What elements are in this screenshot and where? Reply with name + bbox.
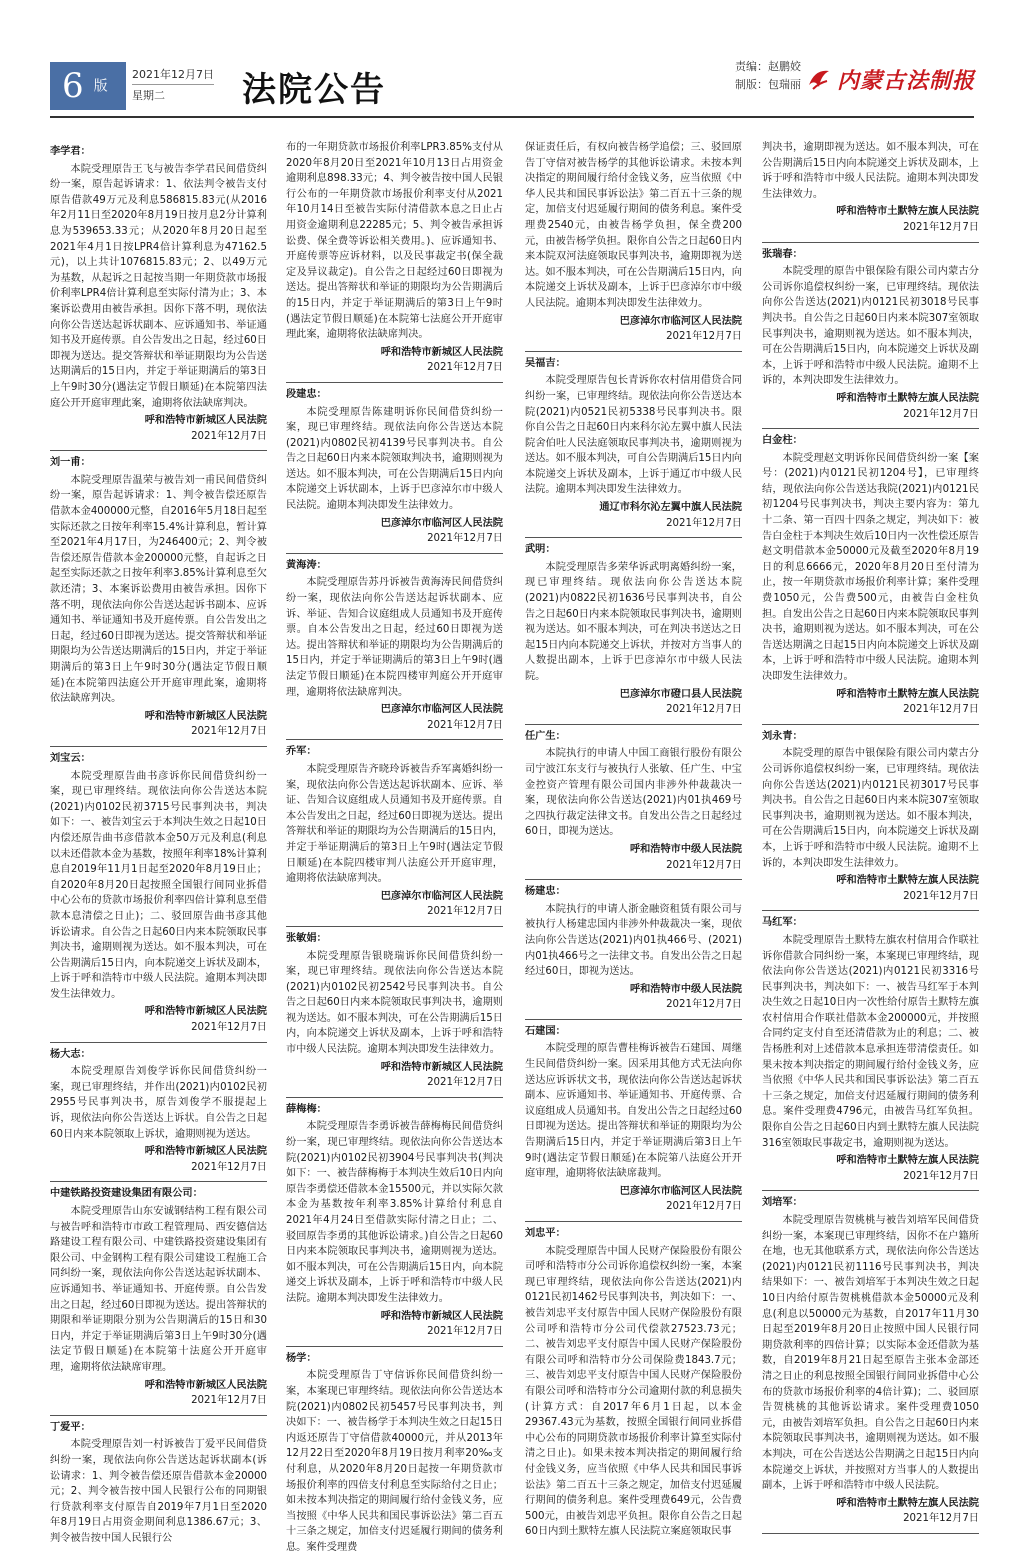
editor-credit: 责编：赵鹏姣 xyxy=(735,60,801,73)
notice-date: 2021年12月7日 xyxy=(903,890,979,902)
notice-court: 呼和浩特市新城区人民法院 xyxy=(144,415,267,427)
court-notice xyxy=(286,387,503,547)
notice-addressee: 刘宝云： xyxy=(50,752,91,764)
notice-court: 呼和浩特市新城区人民法院 xyxy=(144,710,267,722)
notice-body: 本院受理原告齐晓玲诉被告乔军离婚纠纷一案，现依法向你公告送达起诉状副本、应诉、举证、告知合议庭组成人员通知书及开庭传票。自本公告发出之日起，经过60日即视为送达。提出答辩状和举证的期限均为公告期满后的15日内，并定于举证期满后的第3日上午9时(遇法定节假日顺延)在本院四楼审判八法庭公开开庭审理，逾期将依法缺席判决。 xyxy=(286,763,503,885)
column-3 xyxy=(525,140,742,1538)
notice-body: 本院受理原告刘俊学诉你民间借贷纠纷一案，现已审理终结，并作出(2021)内0102民初2955号民事判决书，原告刘俊学不服提起上诉，现依法向你公告送达上诉状。自公告之日起60日内来本院领取上诉状，逾期则视为送达。 xyxy=(50,1066,267,1140)
court-notice xyxy=(525,1226,742,1540)
notice-court: 巴彦淖尔市临河区人民法院 xyxy=(619,1185,742,1197)
notice-body: 本院受理原告李勇诉被告薛梅梅民间借贷纠纷一案，现已审理终结。现依法向你公告送达本院(2021)内0102民初3904号民事判决书(判决如下：一、被告薛梅梅于本判决生效后10日内向原告李勇偿还借款本金15500元，并以实际欠款本金为基数按年利率3.85%计算给付利息自2021年4月24日至借款实际付清之日止；二、驳回原告李勇的其他诉讼请求。)自公告之日起60日内来本院领取民事判决书，逾期则视为送达。如不服本判决，可在公告期满后15日内，向本院递交上诉状及副本，上诉于呼和浩特市中级人民法院。逾期本判决即发生法律效力。 xyxy=(286,1121,503,1304)
court-notice xyxy=(762,915,979,1184)
notice-divider xyxy=(50,1415,267,1416)
notice-divider xyxy=(762,724,979,725)
notice-body: 本院受理的原告曹桂梅诉被告石建国、周继生民间借贷纠纷一案。因采用其他方式无法向你送达应诉诉状文书，现依法向你公告送达起诉状副本、应诉通知书、举证通知书、开庭传票、合议庭组成人员通知书。自发出公告之日起经过60日即视为送达。提出答辩状和举证的期限均为公告期满后15日内，并定于举证期满后第3日上午9时(遇法定节假日顺延)在本院第八法庭公开开庭审理，逾期将依法缺席裁判。 xyxy=(525,1043,742,1180)
notice-addressee: 石建国： xyxy=(525,1025,566,1037)
notice-addressee: 刘忠平： xyxy=(525,1228,566,1239)
notices-area xyxy=(50,140,979,1553)
notice-divider xyxy=(525,879,742,880)
notice-date: 2021年12月7日 xyxy=(666,331,742,343)
notice-court: 呼和浩特市新城区人民法院 xyxy=(380,1310,503,1322)
notice-date: 2021年12月7日 xyxy=(666,859,742,871)
notice-court: 呼和浩特市新城区人民法院 xyxy=(144,1006,267,1018)
court-notice xyxy=(762,433,979,718)
notice-addressee: 中建铁路投资建设集团有限公司： xyxy=(50,1188,203,1200)
notice-divider xyxy=(50,450,267,451)
court-notice xyxy=(762,1195,979,1526)
court-notice xyxy=(525,1024,742,1215)
notice-court: 巴彦淖尔市磴口县人民法院 xyxy=(619,688,742,700)
producer-credit: 制版：包瑞丽 xyxy=(735,78,801,91)
notice-court: 呼和浩特市新城区人民法院 xyxy=(144,1146,267,1158)
court-notice xyxy=(50,751,267,1036)
notice-court: 呼和浩特市中级人民法院 xyxy=(629,983,742,995)
court-notice xyxy=(525,884,742,1013)
court-notice xyxy=(525,356,742,532)
issue-date-box xyxy=(132,66,214,105)
notice-addressee: 丁爱平： xyxy=(50,1421,91,1433)
paper-name: 内蒙古法制报 xyxy=(837,67,976,94)
notice-addressee: 张瑞春： xyxy=(762,248,803,260)
notice-divider xyxy=(525,1221,742,1222)
notice-date: 2021年12月7日 xyxy=(903,221,979,233)
notice-body: 本院受理原告银晓瑞诉你民间借贷纠纷一案，现已审理终结。现依法向你公告送达本院(2021)内0102民初2542号民事判决书。自公告之日起60日内来本院领取民事判决书，逾期则视为送达。如不服本判决，可在公告期满后15日内，向本院递交上诉状及副本，上诉于呼和浩特市中级人民法院。逾期本判决即发生法律效力。 xyxy=(286,950,503,1056)
notice-court: 呼和浩特市土默特左旗人民法院 xyxy=(836,206,979,218)
notice-addressee: 李学君： xyxy=(50,146,91,157)
notice-divider xyxy=(286,926,503,927)
notice-addressee: 刘培军： xyxy=(762,1197,803,1209)
notice-addressee: 段建忠： xyxy=(286,388,327,400)
court-notice xyxy=(50,455,267,740)
notice-addressee: 杨大志： xyxy=(50,1048,91,1060)
masthead xyxy=(0,0,1024,122)
notice-body: 本院受理原告包长青诉你农村信用借贷合同纠纷一案，已审理终结。现依法向你公告送达本院(2021)内0521民初5338号民事判决书。限你自公告之日起60日内来科尔沁左翼中旗人民法院舍伯吐人民法庭领取民事判决书，逾期则视为送达。如不服本判决，可自公告期满后15日内向本院递交上诉状及副本，上诉于通辽市中级人民法院。逾期本判决即发生法律效力。 xyxy=(525,375,742,496)
court-notice xyxy=(286,1102,503,1340)
notice-date: 2021年12月7日 xyxy=(191,1161,267,1173)
court-notice xyxy=(525,140,742,345)
notice-divider xyxy=(762,1533,979,1534)
notice-body: 本院受理原告多荣华诉武明离婚纠纷一案，现已审理终结。现依法向你公告送达本院(2021)内0822民初1636号民事判决书，自公告之日起60日内来本院领取民事判决书，逾期则视为送达。如不服本判决，可在判决书送达之日起15日内向本院递交上诉状，并按对方当事人的人数提出副本，上诉于巴彦淖尔市中级人民法院。 xyxy=(525,561,742,682)
notice-date: 2021年12月7日 xyxy=(903,704,979,716)
notice-date: 2021年12月7日 xyxy=(427,362,503,374)
notice-divider xyxy=(286,1097,503,1098)
issue-weekday: 星期二 xyxy=(132,84,214,105)
court-notice xyxy=(286,931,503,1091)
notice-addressee: 杨建忠： xyxy=(525,886,566,898)
notice-date: 2021年12月7日 xyxy=(666,1201,742,1213)
notice-addressee: 白金柱： xyxy=(762,435,803,447)
notice-addressee: 吴福吉： xyxy=(525,357,566,369)
newspaper-logo xyxy=(805,60,980,98)
notice-date: 2021年12月7日 xyxy=(903,1513,979,1525)
notice-date: 2021年12月7日 xyxy=(666,999,742,1011)
notice-court: 呼和浩特市土默特左旗人民法院 xyxy=(836,1497,979,1509)
notice-body: 本院受理的原告中银保险有限公司内蒙古分公司诉你追偿权纠纷一案，已审理终结。现依法向你公告送达(2021)内0121民初3018号民事判决书。自公告之日起60日内来本院307室领取民事判决书，逾期则视为送达。如不服本判决，可在公告期满后15日内，向本院递交上诉状及副本，上诉于呼和浩特市中级人民法院。逾期不上诉的，本判决即发生法律效力。 xyxy=(762,266,979,387)
notice-divider xyxy=(525,1019,742,1020)
court-notice xyxy=(50,144,267,444)
court-notice xyxy=(525,729,742,873)
notice-body: 本院受理原告刘一村诉被告丁爱平民间借贷纠纷一案，现依法向你公告送达起诉状副本(诉讼请求：1、判令被告偿还原告借款本金20000元；2、判令被告按中国人民银行公布的同期银行贷款利率支付原告自2019年7月1日至2020年8月19日占用资金期间利息1386.67元；3、判令被告按中国人民银行公 xyxy=(50,1439,267,1544)
notice-divider xyxy=(50,1181,267,1182)
logo-emblem-icon xyxy=(805,65,833,93)
notice-date: 2021年12月7日 xyxy=(427,1326,503,1338)
notice-body: 本院受理原告丁守信诉你民间借贷纠纷一案，本案现已审理终结。现依法向你公告送达本院(2021)内0802民初5457号民事判决书，判决如下：一、被告杨学于本判决生效之日起15日内返还原告丁守信借款40000元，并从2013年12月22日至2020年8月19日按月利率20‰支付利息，从2020年8月20日起按一年期贷款市场报价利率的四倍支付利息至实际给付之日止；如未按本判决指定的期间履行给付金钱义务，应当按照《中华人民共和国民事诉讼法》第二百五十三条之规定，加倍支付迟延履行期间的债务利息。案件受理费 xyxy=(286,1370,503,1553)
notice-date: 2021年12月7日 xyxy=(427,1077,503,1089)
notice-addressee: 薛梅梅： xyxy=(286,1103,327,1115)
court-notice xyxy=(762,729,979,905)
header-rule xyxy=(50,116,974,118)
notice-body: 本院受理的原告中银保险有限公司内蒙古分公司诉你追偿权纠纷一案，已审理终结。现依法向你公告送达(2021)内0121民初3017号民事判决书。自公告之日起60日内来本院307室领取民事判决书，逾期则视为送达。如不服本判决，可在公告期满后15日内，向本院递交上诉状及副本，上诉于呼和浩特市中级人民法院。逾期不上诉的，本判决即发生法律效力。 xyxy=(762,748,979,869)
notice-court: 呼和浩特市土默特左旗人民法院 xyxy=(836,688,979,700)
court-notice xyxy=(50,1047,267,1176)
notice-addressee: 任广生： xyxy=(525,730,566,742)
issue-date: 2021年12月7日 xyxy=(132,68,214,81)
court-notice xyxy=(762,140,979,236)
notice-court: 呼和浩特市新城区人民法院 xyxy=(380,1061,503,1073)
notice-date: 2021年12月7日 xyxy=(666,517,742,529)
notice-date: 2021年12月7日 xyxy=(191,1395,267,1407)
notice-addressee: 杨学： xyxy=(286,1352,317,1364)
court-notice xyxy=(286,140,503,376)
notice-court: 呼和浩特市土默特左旗人民法院 xyxy=(836,392,979,404)
notice-body: 布的一年期贷款市场报价利率LPR3.85%支付从2020年8月20日至2021年10月13日占用资金逾期利息898.33元；4、判令被告按中国人民银行公布的一年期贷款市场报价利率支付从2021年10月14日至被告实际付清借款本息之日止占用资金逾期利息22285元；5、判令被告承担诉讼费、保全费等诉讼相关费用。)、应诉通知书、开庭传票等应诉材料，以及民事裁定书(保全裁定及异议裁定)。自公告之日起经过60日即视为送达。提出答辩状和举证的期限均为公告期满后的15日内，并定于举证期满后的第3日上午9时(遇法定节假日顺延)在本院第七法庭公开开庭审理此案，逾期将依法缺席判决。 xyxy=(286,142,503,341)
notice-body: 判决书，逾期即视为送达。如不服本判决，可在公告期满后15日内向本院递交上诉状及副本，上诉于呼和浩特市中级人民法院。逾期本判决即发生法律效力。 xyxy=(762,142,979,200)
notice-divider xyxy=(286,553,503,554)
notice-body: 本院受理原告苏丹诉被告黄海涛民间借贷纠纷一案，现依法向你公告送达起诉状副本、应诉、举证、告知合议庭组成人员通知书及开庭传票。自本公告发出之日起，经过60日即视为送达。提出答辩状和举证的期限均为公告期满后的15日内，并定于举证期满后的第3日上午9时(遇法定节假日顺延)在本院四楼审判庭公开开庭审理，逾期将依法缺席判决。 xyxy=(286,577,503,698)
notice-body: 本院受理原告中国人民财产保险股份有限公司呼和浩特市分公司诉你追偿权纠纷一案，本案现已审理终结，现依法向你公告送达(2021)内0121民初1462号民事判决书，判决如下：一、被告刘忠平支付原告中国人民财产保险股份有限公司呼和浩特市分公司代偿款27523.73元；二、被告刘忠平支付原告中国人民财产保险股份有限公司呼和浩特市分公司保险费1843.7元；三、被告刘忠平支付原告中国人民财产保险股份有限公司呼和浩特市分公司逾期付款的利息损失(计算方式：自2017年6月1日起，以本金29367.43元为基数，按照全国银行间同业拆借中心公布的同期贷款市场报价利率计算至实际付清之日止)。如果未按本判决指定的期间履行给付金钱义务，应当依照《中华人民共和国民事诉讼法》第二百五十三条之规定，加倍支付迟延履行期间的债务利息。案件受理费649元，公告费500元，由被告刘忠平负担。限你自公告之日起60日内到土默特左旗人民法院立案庭领取民事 xyxy=(525,1245,742,1538)
notice-addressee: 武明： xyxy=(525,544,556,556)
column-2 xyxy=(286,140,503,1553)
editors xyxy=(735,58,801,94)
notice-addressee: 马红军： xyxy=(762,917,803,929)
notice-divider xyxy=(762,1190,979,1191)
court-notice xyxy=(286,558,503,734)
notice-court: 呼和浩特市新城区人民法院 xyxy=(144,1379,267,1391)
court-notice xyxy=(286,1351,503,1555)
notice-addressee: 乔军： xyxy=(286,746,317,758)
notice-addressee: 张敏娟： xyxy=(286,932,327,944)
notice-divider xyxy=(762,428,979,429)
notice-court: 巴彦淖尔市临河区人民法院 xyxy=(380,517,503,529)
page-badge xyxy=(50,62,126,110)
notice-body: 本院受理原告土默特左旗农村信用合作联社诉你借款合同纠纷一案，本案现已审理终结，现依法向你公告送达(2021)内0121民初3316号民事判决书，判决如下：一、被告马红军于本判决生效之日起10日内一次性给付原告土默特左旗农村信用合作联社借款本金200000元，并按照合同约定支付自至还清借款为止的利息；二、被告杨胜利对上述借款本息承担连带清偿责任。如果未按本判决指定的期间履行给付金钱义务，应当依照《中华人民共和国民事诉讼法》第二百五十三条之规定，加倍支付迟延履行期间的债务利息。案件受理费4796元，由被告马红军负担。限你自公告之日起60日内到土默特左旗人民法院316室领取民事裁定书，逾期则视为送达。 xyxy=(762,934,979,1149)
notice-body: 本院受理原告贺桃桃与被告刘培军民间借贷纠纷一案，本案现已审理终结，因你不在户籍所在地，也无其他联系方式，现依法向你公告送达(2021)内0121民初1116号民事判决书，判决结果如下：一、被告刘培军于本判决生效之日起10日内给付原告贺桃桃借款本金50000元及利息(利息以50000元为基数，自2017年11月30日起至2019年8月20日止按照中国人民银行同期贷款利率的四倍计算；以实际本金还借款为基数，自2019年8月21日起至原告主张本金部还清之日止的利息按照全国银行间同业拆借中心公布的贷款市场报价利率的4倍计算)；二、驳回原告贺桃桃的其他诉讼请求。案件受理费1050元，由被告刘培军负担。自公告之日起60日内来本院领取民事判决书，逾期则视为送达。如不服本判决，可在公告送达公告期满之日起15日内向本院递交上诉状，并按照对方当事人的人数提出副本，上诉于呼和浩特市中级人民法院。 xyxy=(762,1215,979,1492)
notice-body: 本院执行的申请人浙金融资租赁有限公司与被执行人杨建忠国内非涉外仲裁裁决一案，现依法向你公告送达(2021)内01执466号、(2021)内01执466号之一法律文书。自发出公告之日起经过60日，即视为送达。 xyxy=(525,903,742,978)
court-notice xyxy=(50,1420,267,1547)
notice-divider xyxy=(50,746,267,747)
notice-date: 2021年12月7日 xyxy=(903,408,979,420)
notice-date: 2021年12月7日 xyxy=(666,704,742,716)
notice-court: 巴彦淖尔市临河区人民法院 xyxy=(380,890,503,902)
notice-divider xyxy=(286,739,503,740)
notice-divider xyxy=(525,724,742,725)
notice-divider xyxy=(762,910,979,911)
notice-body: 本院受理原告山东安诚钢结构工程有限公司与被告呼和浩特市市政工程管理局、西安德信达路建设工程有限公司、中建铁路投资建设集团有限公司、中金钢构工程有限公司建设工程施工合同纠纷一案，现依法向你公告送达起诉状副本、应诉通知书、举证通知书、开庭传票。自公告发出之日起，经过60日即视为送达。提出答辩状的期限和举证期限分别为公告期满后的15日和30日内，并定于举证期满后第3日上午9时30分(遇法定节假日顺延)在本院第十法庭公开开庭审理，逾期将依法缺席审理。 xyxy=(50,1206,267,1373)
notice-body: 保证责任后，有权向被告杨学追偿；三、驳回原告丁守信对被告杨学的其他诉讼请求。未按本判决指定的期间履行给付金钱义务，应当依照《中华人民共和国民事诉讼法》第二百五十三条的规定，加倍支付迟延履行期间的债务利息。案件受理费2540元，由被告杨学负担，保全费200元，由被告杨学负担。限你自公告之日起60日内来本院双河法庭领取民事判决书，逾期即视为送达。如不服本判决，可在公告期满后15日内，向本院递交上诉状及副本，上诉于巴彦淖尔市中级人民法院。逾期本判决即发生法律效力。 xyxy=(525,142,742,309)
notice-court: 呼和浩特市土默特左旗人民法院 xyxy=(836,875,979,887)
notice-addressee: 黄海涛： xyxy=(286,559,327,571)
notice-date: 2021年12月7日 xyxy=(427,719,503,731)
column-1 xyxy=(50,140,267,1544)
notice-court: 巴彦淖尔市临河区人民法院 xyxy=(619,315,742,327)
notice-divider xyxy=(286,1346,503,1347)
notice-date: 2021年12月7日 xyxy=(191,430,267,442)
notice-date: 2021年12月7日 xyxy=(427,533,503,545)
notice-body: 本院受理赵文明诉你民间借贷纠纷一案【案号：(2021)内0121民初1204号】，已审理终结，现依法向你公告送达我院(2021)内0121民初1204号民事判决书，判决主要内容为：第九十二条、第一百四十四条之规定，判决如下：被告白金柱于本判决生效后10日内一次性偿还原告赵文明借款本金50000元及截至2020年8月19日的利息6666元，2020年8月20日至付清为止，按一年期贷款市场报价利率计算；案件受理费1050元，公告费500元，由被告白金柱负担。自发出公告之日起60日内来本院领取民事判决书，逾期则视为送达。如不服本判决，可在公告送达期满之日起15日内向本院递交上诉状及副本，上诉于呼和浩特市中级人民法院。逾期本判决即发生法律效力。 xyxy=(762,452,979,682)
notice-court: 巴彦淖尔市临河区人民法院 xyxy=(380,704,503,716)
column-4 xyxy=(762,140,979,1525)
section-title: 法院公告 xyxy=(242,70,386,110)
notice-divider xyxy=(286,382,503,383)
notice-court: 呼和浩特市土默特左旗人民法院 xyxy=(836,1155,979,1167)
court-notice xyxy=(762,247,979,423)
notice-body: 本院受理原告曲书彦诉你民间借贷纠纷一案，现已审理终结。现依法向你公告送达本院(2021)内0102民初3715号民事判决书，判决如下：一、被告刘宝云于本判决生效之日起10日内偿还原告曲书彦借款本金50万元及利息(利息以未还借款本金为基数，按照年利率18%计算利息自2019年11月1日起至2020年8月19日止；自2020年8月20日起按照全国银行间同业拆借中心公布的贷款市场报价利率四倍计算利息至借款本息清偿之日止)；二、驳回原告曲书彦其他诉讼请求。自公告之日起60日内来本院领取民事判决书，逾期则视为送达。如不服本判决，可在公告期满后15日内，向本院递交上诉状及副本，上诉于呼和浩特市中级人民法院。逾期本判决即发生法律效力。 xyxy=(50,770,267,1000)
notice-divider xyxy=(762,242,979,243)
notice-court: 呼和浩特市新城区人民法院 xyxy=(380,346,503,358)
page-label: 版 xyxy=(91,78,108,94)
court-notice xyxy=(286,744,503,920)
page-number: 6 xyxy=(62,66,84,106)
notice-body: 本院受理原告陈建明诉你民间借贷纠纷一案，现已审理终结。现依法向你公告送达本院(2021)内0802民初4139号民事判决书。自公告之日起60日内来本院领取判决书，逾期则视为送达。如不服本判决，可在公告期满后15日内向本院递交上诉状副本，上诉于巴彦淖尔市中级人民法院。逾期本判决即发生法律效力。 xyxy=(286,406,503,512)
notice-divider xyxy=(50,1042,267,1043)
court-notice xyxy=(50,1186,267,1408)
notice-date: 2021年12月7日 xyxy=(191,1022,267,1034)
notice-date: 2021年12月7日 xyxy=(903,1170,979,1182)
notice-date: 2021年12月7日 xyxy=(427,906,503,918)
notice-body: 本院受理原告温荣与被告刘一甫民间借贷纠纷一案，原告起诉请求：1、判令被告偿还原告借款本金400000元整，自2016年5月18日起至实际还款之日按年利率15.4%计算利息，暂计算至2021年4月17日，为246400元；2、判令被告偿还原告借款本金200000元整，自起诉之日起至实际还款之日按年利率3.85%计算利息至欠款还清；3、本案诉讼费用由被告承担。因你下落不明，现依法向你公告送达起诉书副本、应诉通知书、举证通知书及开庭传票。自公告发出之日起，经过60日即视为送达。提交答辩状和举证期限均为公告送达期满后的15日内，并定于举证期满后的第3日上午9时30分(遇法定节假日顺延)在本院第四法庭公开开庭审理此案，逾期将依法缺席判决。 xyxy=(50,474,267,705)
court-notice xyxy=(525,542,742,718)
notice-divider xyxy=(525,351,742,352)
notice-court: 呼和浩特市中级人民法院 xyxy=(629,843,742,855)
notice-date: 2021年12月7日 xyxy=(191,726,267,738)
notice-body: 本院执行的申请人中国工商银行股份有限公司宁波江东支行与被执行人张敏、任广生、中宝金控资产管理有限公司国内非涉外仲裁裁决一案，现依法向你公告送达(2021)内01执469号之四执行裁定法律文书。自发出公告之日起经过60日，即视为送达。 xyxy=(525,748,742,838)
notice-divider xyxy=(525,537,742,538)
notice-addressee: 刘永青： xyxy=(762,730,803,742)
notice-court: 通辽市科尔沁左翼中旗人民法院 xyxy=(599,502,742,514)
notice-body: 本院受理原告王飞与被告李学君民间借贷纠纷一案，原告起诉请求：1、依法判令被告支付原告借款49万元及利息586815.83元(从2016年2月11日至2020年8月19日按月息2分计算利息为539653.33元；从2020年8月20日起至2021年4月1日按LPR4倍计算利息为47162.5元)，以上共计1076815.83元；2、以49万元为基数，从起诉之日起按当期一年期贷款市场报价利率LPR4倍计算利息至实际付清为止；3、本案诉讼费用由被告承担。因你下落不明，现依法向你公告送达起诉状副本、应诉通知书、举证通知书及开庭传票。自公告发出之日起，经过60日即视为送达。提交答辩状和举证期限均为公告送达期满后的15日内，并定于举证期满后的第3日上午9时30分(遇法定节假日顺延)在本院第四法庭公开开庭审理此案，逾期将依法缺席判决。 xyxy=(50,163,267,409)
notice-addressee: 刘一甫： xyxy=(50,457,91,469)
